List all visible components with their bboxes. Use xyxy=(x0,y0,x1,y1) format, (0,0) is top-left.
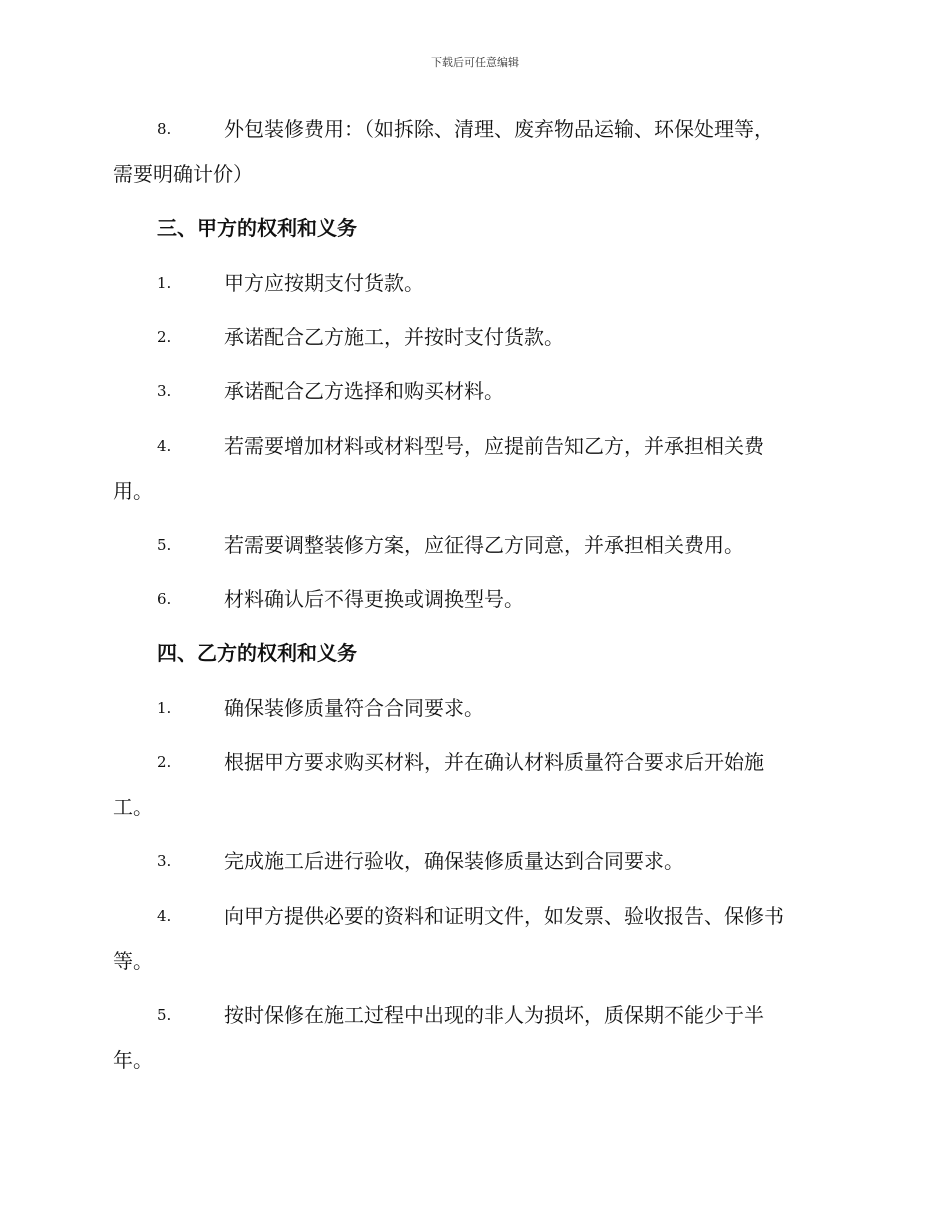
list-item-text: 承诺配合乙方选择和购买材料。 xyxy=(224,379,504,404)
list-item-number: 4. xyxy=(157,436,172,455)
list-item-continuation: 年。 xyxy=(113,1047,153,1072)
list-item-text: 若需要调整装修方案，应征得乙方同意，并承担相关费用。 xyxy=(224,532,744,557)
list-item-text: 承诺配合乙方施工，并按时支付货款。 xyxy=(224,324,564,349)
list-item-text: 根据甲方要求购买材料，并在确认材料质量符合要求后开始施 xyxy=(224,750,764,774)
list-item-text: 向甲方提供必要的资料和证明文件，如发票、验收报告、保修书 xyxy=(224,903,784,928)
page-header: 下载后可任意编辑 xyxy=(431,56,519,69)
list-item-text: 外包装修费用：（如拆除、清理、废弃物品运输、环保处理等， xyxy=(224,117,774,141)
list-item-number: 5. xyxy=(157,1005,172,1024)
list-item-text: 确保装修质量符合合同要求。 xyxy=(224,695,484,720)
list-item-text: 材料确认后不得更换或调换型号。 xyxy=(224,587,524,612)
list-item-continuation: 需要明确计价） xyxy=(113,162,253,186)
list-item-number: 2. xyxy=(157,327,172,346)
list-item-continuation: 工。 xyxy=(113,795,153,819)
list-item-continuation: 等。 xyxy=(113,948,153,973)
list-item-number: 8. xyxy=(157,120,172,138)
list-item-text: 甲方应按期支付货款。 xyxy=(224,270,424,295)
list-item-number: 5. xyxy=(157,535,172,554)
list-item-text: 完成施工后进行验收，确保装修质量达到合同要求。 xyxy=(224,849,684,874)
list-item-number: 4. xyxy=(157,906,172,925)
list-item-text: 若需要增加材料或材料型号，应提前告知乙方，并承担相关费 xyxy=(224,433,764,458)
list-item-number: 1. xyxy=(157,273,172,292)
list-item-number: 1. xyxy=(157,698,172,717)
list-item-number: 3. xyxy=(157,382,172,401)
list-item-number: 2. xyxy=(157,753,172,771)
list-item-continuation: 用。 xyxy=(113,478,153,503)
list-item-text: 按时保修在施工过程中出现的非人为损坏，质保期不能少于半 xyxy=(224,1002,764,1027)
list-item-number: 6. xyxy=(157,590,172,609)
section-heading: 三、甲方的权利和义务 xyxy=(157,216,357,241)
section-heading: 四、乙方的权利和义务 xyxy=(157,641,357,666)
list-item-number: 3. xyxy=(157,852,172,871)
